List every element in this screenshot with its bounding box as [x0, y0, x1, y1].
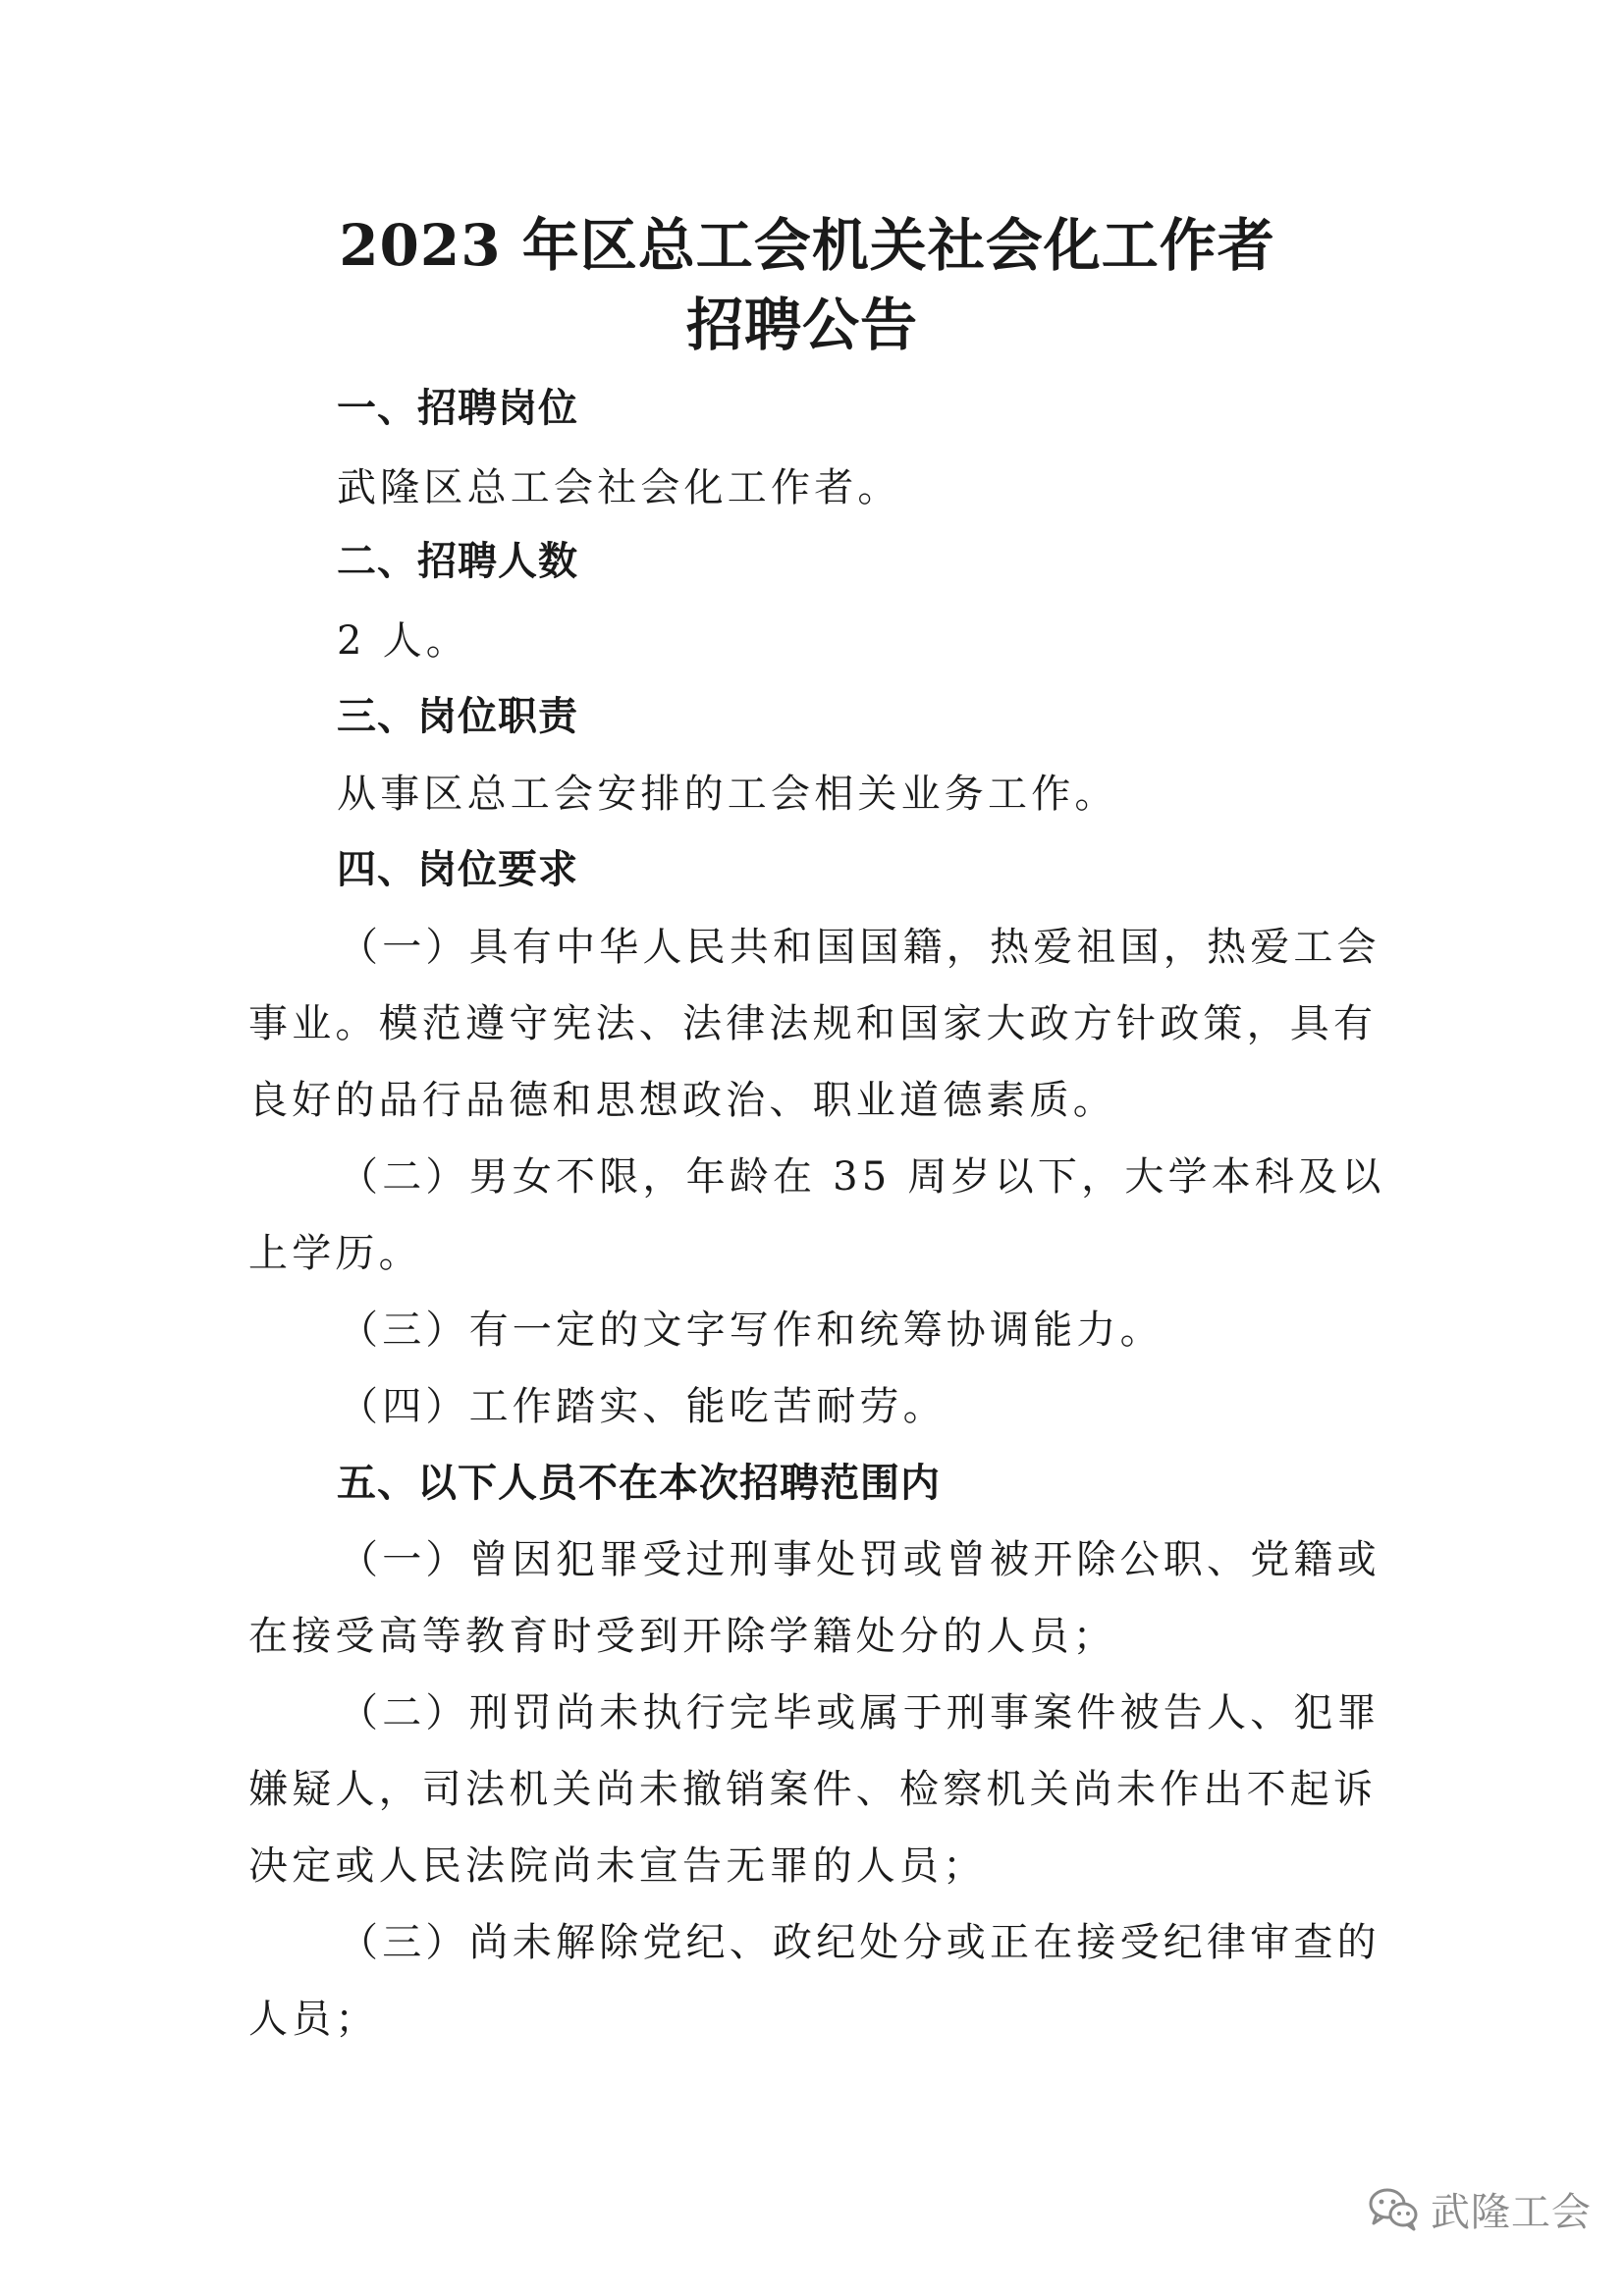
section5-item2-line2: 嫌疑人，司法机关尚未撤销案件、检察机关尚未作出不起诉 [248, 1767, 1378, 1812]
section4-item2-line2: 上学历。 [248, 1231, 422, 1276]
section4-item4: （四）工作踏实、能吃苦耐劳。 [339, 1384, 947, 1429]
section5-item3-line2: 人员； [248, 1997, 379, 2042]
section5-item2-line1: （二）刑罚尚未执行完毕或属于刑事案件被告人、犯罪 [339, 1690, 1380, 1735]
section5-item3-line1: （三）尚未解除党纪、政纪处分或正在接受纪律审查的 [339, 1920, 1380, 1965]
section4-item3: （三）有一定的文字写作和统筹协调能力。 [339, 1308, 1164, 1353]
section5-item2-line3: 决定或人民法院尚未宣告无罪的人员； [248, 1843, 987, 1889]
section4-heading: 四、岗位要求 [337, 847, 578, 892]
section4-item2-line1: （二）男女不限，年龄在 35 周岁以下，大学本科及以 [339, 1154, 1385, 1200]
section2-body: 2 人。 [337, 618, 469, 664]
section5-heading: 五、以下人员不在本次招聘范围内 [337, 1461, 941, 1506]
section5-item1-line1: （一）曾因犯罪受过刑事处罚或曾被开除公职、党籍或 [339, 1537, 1380, 1582]
section5-item1-line2: 在接受高等教育时受到开除学籍处分的人员； [248, 1614, 1116, 1659]
section2-heading: 二、招聘人数 [337, 539, 578, 584]
watermark-text: 武隆工会 [1431, 2189, 1592, 2235]
section3-heading: 三、岗位职责 [337, 694, 578, 739]
wechat-icon [1368, 2186, 1419, 2231]
section1-body: 武隆区总工会社会化工作者。 [337, 465, 901, 510]
doc-title-line1: 2023 年区总工会机关社会化工作者 [339, 212, 1275, 279]
section4-item1-line3: 良好的品行品德和思想政治、职业道德素质。 [248, 1078, 1116, 1123]
section4-item1-line1: （一）具有中华人民共和国国籍，热爱祖国，热爱工会 [339, 925, 1380, 970]
section4-item1-line2: 事业。模范遵守宪法、法律法规和国家大政方针政策，具有 [248, 1001, 1378, 1046]
watermark [1368, 2181, 1592, 2236]
section1-heading: 一、招聘岗位 [337, 386, 578, 431]
section3-body: 从事区总工会安排的工会相关业务工作。 [337, 772, 1118, 817]
doc-title-line2: 招聘公告 [685, 292, 918, 358]
